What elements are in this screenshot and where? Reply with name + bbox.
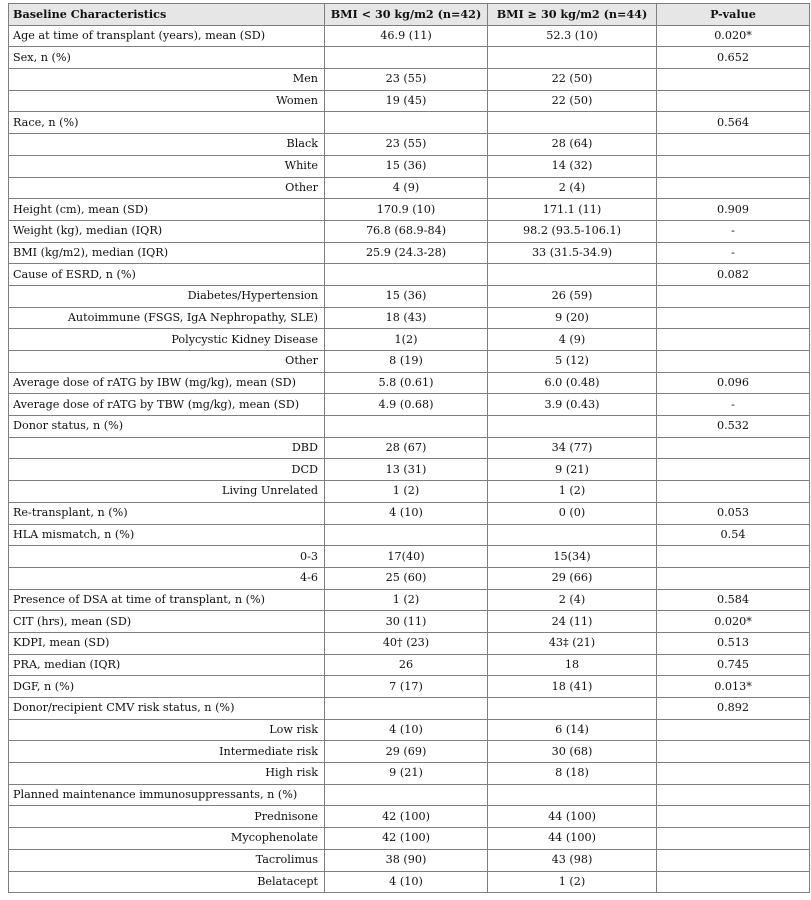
table-row — [9, 307, 810, 329]
cell-p-value: - — [657, 220, 810, 242]
cell-bmi-30-or-more: 18 — [488, 654, 657, 676]
row-label: Intermediate risk — [9, 741, 325, 763]
cell-bmi-under-30: 9 (21) — [325, 763, 488, 785]
cell-p-value: 0.096 — [657, 372, 810, 394]
row-label: White — [9, 155, 325, 177]
cell-bmi-30-or-more — [488, 112, 657, 134]
row-label: Black — [9, 134, 325, 156]
cell-bmi-under-30: 25 (60) — [325, 567, 488, 589]
cell-bmi-under-30: 23 (55) — [325, 134, 488, 156]
table-row — [9, 632, 810, 654]
cell-bmi-under-30: 1 (2) — [325, 481, 488, 503]
cell-p-value — [657, 546, 810, 568]
cell-bmi-under-30: 26 — [325, 654, 488, 676]
cell-bmi-30-or-more — [488, 264, 657, 286]
table-row — [9, 871, 810, 893]
row-label: 0-3 — [9, 546, 325, 568]
row-label: HLA mismatch, n (%) — [9, 524, 325, 546]
cell-bmi-30-or-more: 33 (31.5-34.9) — [488, 242, 657, 264]
cell-bmi-under-30: 5.8 (0.61) — [325, 372, 488, 394]
table-row — [9, 351, 810, 373]
cell-bmi-under-30: 15 (36) — [325, 285, 488, 307]
cell-p-value — [657, 828, 810, 850]
cell-p-value — [657, 90, 810, 112]
cell-bmi-30-or-more: 1 (2) — [488, 871, 657, 893]
cell-bmi-30-or-more: 29 (66) — [488, 567, 657, 589]
cell-bmi-under-30: 23 (55) — [325, 69, 488, 91]
cell-bmi-30-or-more: 2 (4) — [488, 589, 657, 611]
table-row — [9, 806, 810, 828]
cell-bmi-30-or-more: 43 (98) — [488, 849, 657, 871]
table-row — [9, 220, 810, 242]
cell-bmi-under-30: 28 (67) — [325, 437, 488, 459]
cell-bmi-30-or-more: 4 (9) — [488, 329, 657, 351]
cell-bmi-30-or-more: 28 (64) — [488, 134, 657, 156]
cell-bmi-under-30: 29 (69) — [325, 741, 488, 763]
cell-bmi-30-or-more: 3.9 (0.43) — [488, 394, 657, 416]
cell-bmi-30-or-more: 9 (20) — [488, 307, 657, 329]
row-label: Donor/recipient CMV risk status, n (%) — [9, 698, 325, 720]
cell-bmi-30-or-more: 9 (21) — [488, 459, 657, 481]
cell-p-value — [657, 285, 810, 307]
cell-p-value — [657, 69, 810, 91]
table-header-row — [9, 4, 810, 26]
cell-bmi-30-or-more: 15(34) — [488, 546, 657, 568]
table-row — [9, 567, 810, 589]
cell-bmi-30-or-more — [488, 698, 657, 720]
row-label: 4-6 — [9, 567, 325, 589]
row-label: KDPI, mean (SD) — [9, 632, 325, 654]
row-label: PRA, median (IQR) — [9, 654, 325, 676]
row-label: Height (cm), mean (SD) — [9, 199, 325, 221]
cell-p-value: 0.909 — [657, 199, 810, 221]
cell-p-value: 0.652 — [657, 47, 810, 69]
cell-bmi-30-or-more: 34 (77) — [488, 437, 657, 459]
cell-p-value — [657, 459, 810, 481]
cell-bmi-under-30: 4 (9) — [325, 177, 488, 199]
table-row — [9, 242, 810, 264]
row-label: Belatacept — [9, 871, 325, 893]
cell-p-value — [657, 741, 810, 763]
table-row — [9, 155, 810, 177]
cell-bmi-30-or-more: 43‡ (21) — [488, 632, 657, 654]
cell-p-value: 0.513 — [657, 632, 810, 654]
cell-bmi-30-or-more: 24 (11) — [488, 611, 657, 633]
cell-bmi-under-30: 4 (10) — [325, 871, 488, 893]
cell-p-value: 0.54 — [657, 524, 810, 546]
header-baseline-characteristics: Baseline Characteristics — [9, 4, 325, 26]
cell-p-value: - — [657, 394, 810, 416]
cell-bmi-30-or-more — [488, 784, 657, 806]
row-label: Age at time of transplant (years), mean (SD) — [9, 25, 325, 47]
table-row — [9, 112, 810, 134]
cell-bmi-under-30 — [325, 416, 488, 438]
cell-bmi-under-30: 17(40) — [325, 546, 488, 568]
cell-bmi-under-30: 25.9 (24.3-28) — [325, 242, 488, 264]
cell-p-value — [657, 437, 810, 459]
cell-bmi-30-or-more: 14 (32) — [488, 155, 657, 177]
row-label: Planned maintenance immunosuppressants, n (%) — [9, 784, 325, 806]
table-row — [9, 90, 810, 112]
table-row — [9, 546, 810, 568]
cell-bmi-under-30: 7 (17) — [325, 676, 488, 698]
table-row — [9, 524, 810, 546]
row-label: Women — [9, 90, 325, 112]
table-row — [9, 784, 810, 806]
cell-bmi-under-30: 8 (19) — [325, 351, 488, 373]
table-row — [9, 264, 810, 286]
table-row — [9, 719, 810, 741]
cell-p-value — [657, 849, 810, 871]
table-row — [9, 47, 810, 69]
row-label: DBD — [9, 437, 325, 459]
cell-bmi-under-30: 1(2) — [325, 329, 488, 351]
cell-bmi-30-or-more: 0 (0) — [488, 502, 657, 524]
row-label: Low risk — [9, 719, 325, 741]
row-label: Diabetes/Hypertension — [9, 285, 325, 307]
baseline-characteristics-table-container — [8, 3, 809, 893]
row-label: Re-transplant, n (%) — [9, 502, 325, 524]
cell-p-value — [657, 177, 810, 199]
row-label: Other — [9, 351, 325, 373]
cell-bmi-under-30: 15 (36) — [325, 155, 488, 177]
cell-p-value — [657, 784, 810, 806]
row-label: Presence of DSA at time of transplant, n (%) — [9, 589, 325, 611]
cell-bmi-30-or-more: 8 (18) — [488, 763, 657, 785]
cell-p-value — [657, 719, 810, 741]
cell-bmi-30-or-more — [488, 524, 657, 546]
header-bmi-under-30: BMI < 30 kg/m2 (n=42) — [325, 4, 488, 26]
cell-p-value — [657, 155, 810, 177]
row-label: Men — [9, 69, 325, 91]
table-row — [9, 698, 810, 720]
cell-p-value — [657, 134, 810, 156]
table-row — [9, 437, 810, 459]
cell-p-value: 0.745 — [657, 654, 810, 676]
row-label: Average dose of rATG by IBW (mg/kg), mean (SD) — [9, 372, 325, 394]
cell-p-value — [657, 567, 810, 589]
cell-bmi-30-or-more: 1 (2) — [488, 481, 657, 503]
cell-p-value — [657, 763, 810, 785]
cell-bmi-under-30 — [325, 112, 488, 134]
row-label: BMI (kg/m2), median (IQR) — [9, 242, 325, 264]
cell-p-value — [657, 329, 810, 351]
row-label: Polycystic Kidney Disease — [9, 329, 325, 351]
header-bmi-30-or-more: BMI ≥ 30 kg/m2 (n=44) — [488, 4, 657, 26]
cell-p-value: 0.892 — [657, 698, 810, 720]
cell-bmi-under-30: 40† (23) — [325, 632, 488, 654]
cell-bmi-under-30: 13 (31) — [325, 459, 488, 481]
table-row — [9, 849, 810, 871]
table-row — [9, 481, 810, 503]
cell-bmi-30-or-more: 30 (68) — [488, 741, 657, 763]
cell-bmi-30-or-more: 22 (50) — [488, 90, 657, 112]
row-label: Weight (kg), median (IQR) — [9, 220, 325, 242]
table-row — [9, 177, 810, 199]
row-label: Living Unrelated — [9, 481, 325, 503]
cell-bmi-under-30 — [325, 47, 488, 69]
cell-p-value: 0.020* — [657, 25, 810, 47]
row-label: Mycophenolate — [9, 828, 325, 850]
table-row — [9, 394, 810, 416]
table-row — [9, 416, 810, 438]
cell-p-value: 0.564 — [657, 112, 810, 134]
row-label: Average dose of rATG by TBW (mg/kg), mean (SD) — [9, 394, 325, 416]
table-row — [9, 741, 810, 763]
row-label: Other — [9, 177, 325, 199]
cell-bmi-30-or-more: 6 (14) — [488, 719, 657, 741]
cell-bmi-30-or-more: 6.0 (0.48) — [488, 372, 657, 394]
row-label: Race, n (%) — [9, 112, 325, 134]
cell-bmi-30-or-more: 44 (100) — [488, 828, 657, 850]
baseline-characteristics-table — [8, 3, 810, 893]
cell-p-value — [657, 481, 810, 503]
table-row — [9, 329, 810, 351]
cell-bmi-under-30: 46.9 (11) — [325, 25, 488, 47]
table-row — [9, 25, 810, 47]
table-body — [9, 25, 810, 893]
cell-bmi-30-or-more: 2 (4) — [488, 177, 657, 199]
table-row — [9, 828, 810, 850]
cell-p-value: 0.020* — [657, 611, 810, 633]
cell-bmi-30-or-more: 5 (12) — [488, 351, 657, 373]
cell-p-value — [657, 806, 810, 828]
cell-bmi-under-30: 30 (11) — [325, 611, 488, 633]
cell-bmi-30-or-more: 171.1 (11) — [488, 199, 657, 221]
table-row — [9, 763, 810, 785]
cell-bmi-under-30: 42 (100) — [325, 828, 488, 850]
table-row — [9, 502, 810, 524]
table-row — [9, 285, 810, 307]
cell-bmi-under-30: 38 (90) — [325, 849, 488, 871]
cell-bmi-under-30 — [325, 784, 488, 806]
cell-bmi-30-or-more: 98.2 (93.5-106.1) — [488, 220, 657, 242]
cell-bmi-under-30: 4 (10) — [325, 719, 488, 741]
table-row — [9, 199, 810, 221]
table-row — [9, 372, 810, 394]
cell-bmi-30-or-more: 22 (50) — [488, 69, 657, 91]
cell-bmi-under-30: 170.9 (10) — [325, 199, 488, 221]
cell-p-value: 0.082 — [657, 264, 810, 286]
row-label: Sex, n (%) — [9, 47, 325, 69]
cell-p-value — [657, 307, 810, 329]
cell-bmi-under-30: 1 (2) — [325, 589, 488, 611]
cell-bmi-under-30: 76.8 (68.9-84) — [325, 220, 488, 242]
cell-bmi-under-30 — [325, 524, 488, 546]
table-row — [9, 134, 810, 156]
cell-p-value: - — [657, 242, 810, 264]
cell-bmi-under-30: 4.9 (0.68) — [325, 394, 488, 416]
cell-bmi-30-or-more: 18 (41) — [488, 676, 657, 698]
table-row — [9, 654, 810, 676]
cell-bmi-under-30 — [325, 264, 488, 286]
cell-bmi-under-30: 18 (43) — [325, 307, 488, 329]
table-row — [9, 69, 810, 91]
cell-bmi-under-30: 4 (10) — [325, 502, 488, 524]
cell-bmi-30-or-more: 44 (100) — [488, 806, 657, 828]
row-label: CIT (hrs), mean (SD) — [9, 611, 325, 633]
table-row — [9, 676, 810, 698]
cell-bmi-30-or-more: 26 (59) — [488, 285, 657, 307]
cell-bmi-30-or-more: 52.3 (10) — [488, 25, 657, 47]
table-row — [9, 589, 810, 611]
cell-p-value: 0.532 — [657, 416, 810, 438]
cell-p-value — [657, 871, 810, 893]
row-label: High risk — [9, 763, 325, 785]
row-label: Autoimmune (FSGS, IgA Nephropathy, SLE) — [9, 307, 325, 329]
cell-bmi-under-30: 19 (45) — [325, 90, 488, 112]
row-label: DCD — [9, 459, 325, 481]
cell-bmi-under-30: 42 (100) — [325, 806, 488, 828]
row-label: Donor status, n (%) — [9, 416, 325, 438]
table-row — [9, 459, 810, 481]
header-p-value: P-value — [657, 4, 810, 26]
row-label: Prednisone — [9, 806, 325, 828]
table-row — [9, 611, 810, 633]
cell-bmi-30-or-more — [488, 416, 657, 438]
row-label: Tacrolimus — [9, 849, 325, 871]
cell-p-value: 0.584 — [657, 589, 810, 611]
cell-p-value — [657, 351, 810, 373]
row-label: DGF, n (%) — [9, 676, 325, 698]
row-label: Cause of ESRD, n (%) — [9, 264, 325, 286]
cell-bmi-under-30 — [325, 698, 488, 720]
cell-p-value: 0.013* — [657, 676, 810, 698]
cell-bmi-30-or-more — [488, 47, 657, 69]
cell-p-value: 0.053 — [657, 502, 810, 524]
